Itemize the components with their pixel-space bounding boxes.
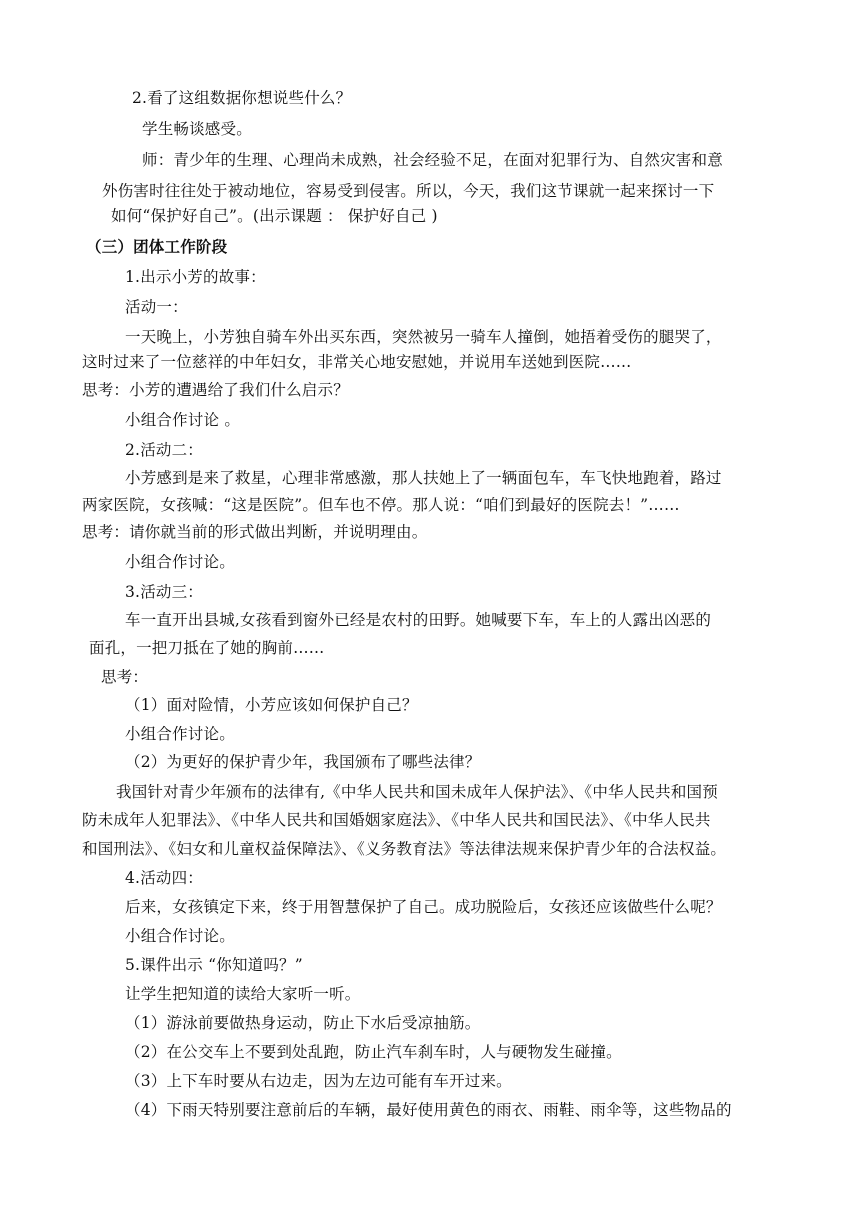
text-line: 小芳感到是来了救星，心理非常感激，那人扶她上了一辆面包车，车飞快地跑着，路过: [125, 469, 722, 487]
text-line: 思考：请你就当前的形式做出判断，并说明理由。: [82, 523, 428, 541]
text-line: 学生畅谈感受。: [142, 120, 252, 138]
text-line: 师：青少年的生理、心理尚未成熟，社会经验不足，在面对犯罪行为、自然灾害和意: [142, 151, 723, 169]
text-line: （3）上下车时要从右边走，因为左边可能有车开过来。: [125, 1072, 512, 1090]
text-line: 让学生把知道的读给大家听一听。: [125, 985, 361, 1003]
text-line: （4）下雨天特别要注意前后的车辆，最好使用黄色的雨衣、雨鞋、雨伞等，这些物品的: [125, 1101, 732, 1119]
text-line: （1）游泳前要做热身运动，防止下水后受凉抽筋。: [125, 1014, 481, 1032]
text-line: 防未成年人犯罪法》、《中华人民共和国婚姻家庭法》、《中华人民共和国民法》、《中华人民共: [82, 811, 711, 829]
text-line: 面孔，一把刀抵在了她的胸前……: [89, 639, 325, 657]
text-line: 后来，女孩镇定下来，终于用智慧保护了自己。成功脱险后，女孩还应该做些什么呢？: [125, 898, 722, 916]
text-line: 这时过来了一位慈祥的中年妇女，非常关心地安慰她，并说用车送她到医院……: [82, 353, 632, 371]
text-line: 2.看了这组数据你想说些什么？: [132, 89, 352, 107]
text-line: 思考：小芳的遭遇给了我们什么启示？: [82, 381, 349, 399]
text-line: 3.活动三：: [125, 583, 203, 601]
text-line: 小组合作讨论。: [125, 725, 235, 743]
text-line: 活动一：: [125, 298, 188, 316]
text-line: 一天晚上，小芳独自骑车外出买东西，突然被另一骑车人撞倒，她捂着受伤的腿哭了，: [125, 328, 722, 346]
text-line: 2.活动二：: [125, 441, 203, 459]
text-line: （2）在公交车上不要到处乱跑，防止汽车刹车时，人与硬物发生碰撞。: [125, 1043, 622, 1061]
text-line: 思考：: [101, 668, 149, 686]
text-line: 5.课件出示 “你知道吗？”: [125, 956, 303, 974]
text-line: 外伤害时往往处于被动地位，容易受到侵害。所以，今天，我们这节课就一起来探讨一下: [102, 182, 715, 200]
text-line: （1）面对险情，小芳应该如何保护自己？: [125, 696, 418, 714]
text-line: 如何“保护好自己”。(出示课题 ： 保护好自己 ): [111, 207, 438, 225]
text-line: 我国针对青少年颁布的法律有,《中华人民共和国未成年人保护法》、《中华人民共和国预: [116, 783, 718, 801]
text-line: 小组合作讨论。: [125, 927, 235, 945]
text-line: 小组合作讨论。: [125, 553, 235, 571]
text-line: （2）为更好的保护青少年，我国颁布了哪些法律？: [125, 753, 481, 771]
text-line: 小组合作讨论 。: [125, 411, 241, 429]
section-heading: （三）团体工作阶段: [86, 237, 228, 256]
text-line: 和国刑法》、《妇女和儿童权益保障法》、《义务教育法》等法律法规来保护青少年的合法权益。: [82, 840, 727, 858]
text-line: 1.出示小芳的故事：: [125, 268, 266, 286]
text-line: 4.活动四：: [125, 869, 203, 887]
text-line: 车一直开出县城,女孩看到窗外已经是农村的田野。她喊要下车，车上的人露出凶恶的: [125, 611, 712, 629]
text-line: 两家医院，女孩喊：“这是医院”。但车也不停。那人说：“咱们到最好的医院去！”……: [82, 496, 680, 514]
